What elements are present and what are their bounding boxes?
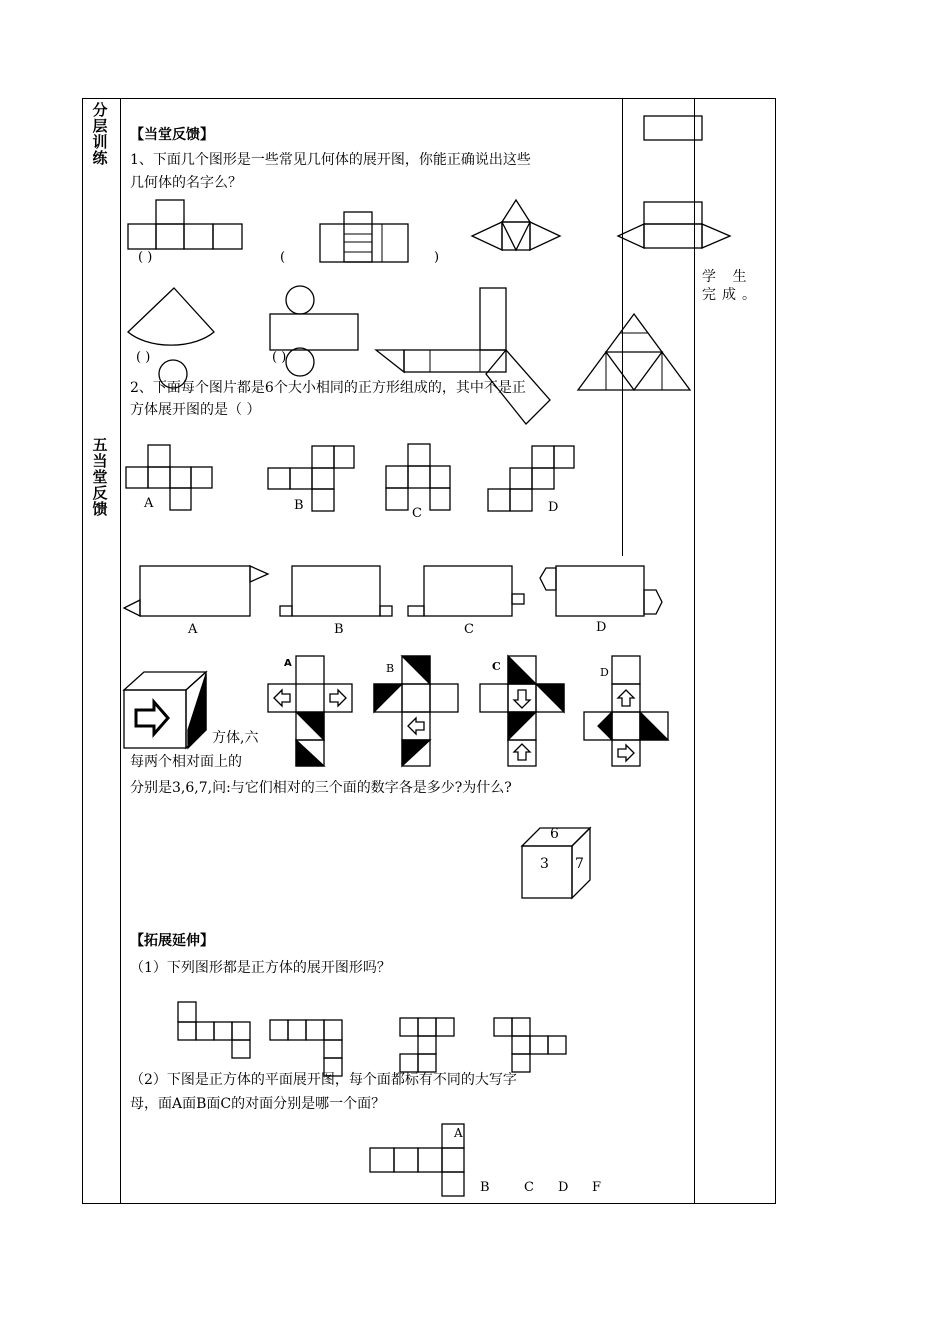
q3-line2: 每两个相对面上的 [130, 754, 242, 770]
q1-line1: 1、下面几个图形是一些常见几何体的展开图，你能正确说出这些 [130, 152, 531, 168]
prism-label-a: A [188, 622, 198, 637]
cube-side-number: 7 [575, 856, 584, 872]
net-letter-f: F [592, 1180, 602, 1195]
q2-line2: 方体展开图的是（ ） [130, 402, 261, 418]
extension-q2-line2: 母，面A面B面C的对面分别是哪一个面？ [130, 1096, 386, 1112]
q2-label-a: A [144, 496, 154, 511]
section-label-layered-training: 分层训练 [92, 101, 108, 167]
q2-option-b-net [268, 446, 356, 512]
arrow-net-a [268, 656, 358, 768]
answer-blank-3: ( ) [136, 350, 151, 365]
answer-blank-2-close: ) [434, 250, 440, 265]
prism-net-b [280, 566, 394, 618]
prism-net-d [538, 564, 690, 620]
extension-heading: 【拓展延伸】 [130, 933, 214, 949]
ext-net-4 [494, 1018, 570, 1076]
feedback-heading: 【当堂反馈】 [130, 127, 214, 143]
prism-label-b: B [334, 622, 344, 637]
net-rect-prism [320, 212, 410, 264]
q2-label-b: B [294, 498, 304, 513]
net-pyramid [472, 200, 564, 252]
net-letter-d: D [558, 1180, 569, 1195]
prism-label-c: C [464, 622, 474, 637]
extension-q2-line1: （2）下图是正方体的平面展开图，每个面都标有不同的大写字 [130, 1072, 517, 1088]
net-triangular-prism [618, 114, 736, 254]
cube-top-number: 6 [550, 826, 559, 842]
prism-net-a [124, 566, 270, 618]
arrow-net-label-d: D [600, 666, 609, 679]
q3-fragment: 方体,六 [212, 730, 259, 746]
q2-line1: 2、下面每个图片都是6个大小相同的正方形组成的，其中不是正 [130, 380, 526, 396]
net-letter-c: C [524, 1180, 534, 1195]
net-cube-cross [128, 200, 248, 252]
answer-blank-1: ( ) [138, 250, 153, 265]
arrow-net-label-a: A [284, 658, 292, 669]
q2-option-c-net [386, 444, 452, 512]
answer-blank-4: ( ) [272, 350, 287, 365]
q2-label-c: C [412, 506, 422, 521]
net-letter-a: A [454, 1126, 463, 1140]
column-divider-1 [120, 98, 121, 1204]
extension-q1: （1）下列图形都是正方体的展开图形吗？ [130, 960, 391, 976]
q1-line2: 几何体的名字么？ [130, 175, 242, 191]
ext-net-3 [400, 1018, 458, 1076]
cube-front-number: 3 [540, 856, 549, 872]
ext-lettered-net [370, 1124, 466, 1198]
arrow-net-label-b: B [386, 662, 395, 675]
q2-label-d: D [548, 500, 559, 515]
arrow-net-label-c: C [492, 660, 501, 673]
net-triangular-prism-2 [376, 288, 556, 426]
prism-net-c [408, 566, 526, 618]
answer-blank-2: ( [280, 250, 286, 265]
q3-line3: 分别是3,6,7,问:与它们相对的三个面的数字各是多少?为什么? [130, 780, 512, 796]
net-letter-b: B [480, 1180, 490, 1195]
arrow-net-d [584, 656, 674, 768]
net-cone [128, 288, 218, 388]
section-label-feedback: 五当堂反馈 [92, 436, 108, 518]
prism-label-d: D [596, 620, 607, 635]
q2-option-a-net [126, 445, 216, 511]
ext-net-1 [178, 1002, 254, 1060]
right-note: 学 生 完成。 [702, 269, 762, 303]
q2-option-d-net [488, 446, 578, 512]
arrow-cube [124, 670, 210, 750]
column-divider-3 [694, 98, 695, 1204]
net-tetrahedron [578, 314, 694, 392]
